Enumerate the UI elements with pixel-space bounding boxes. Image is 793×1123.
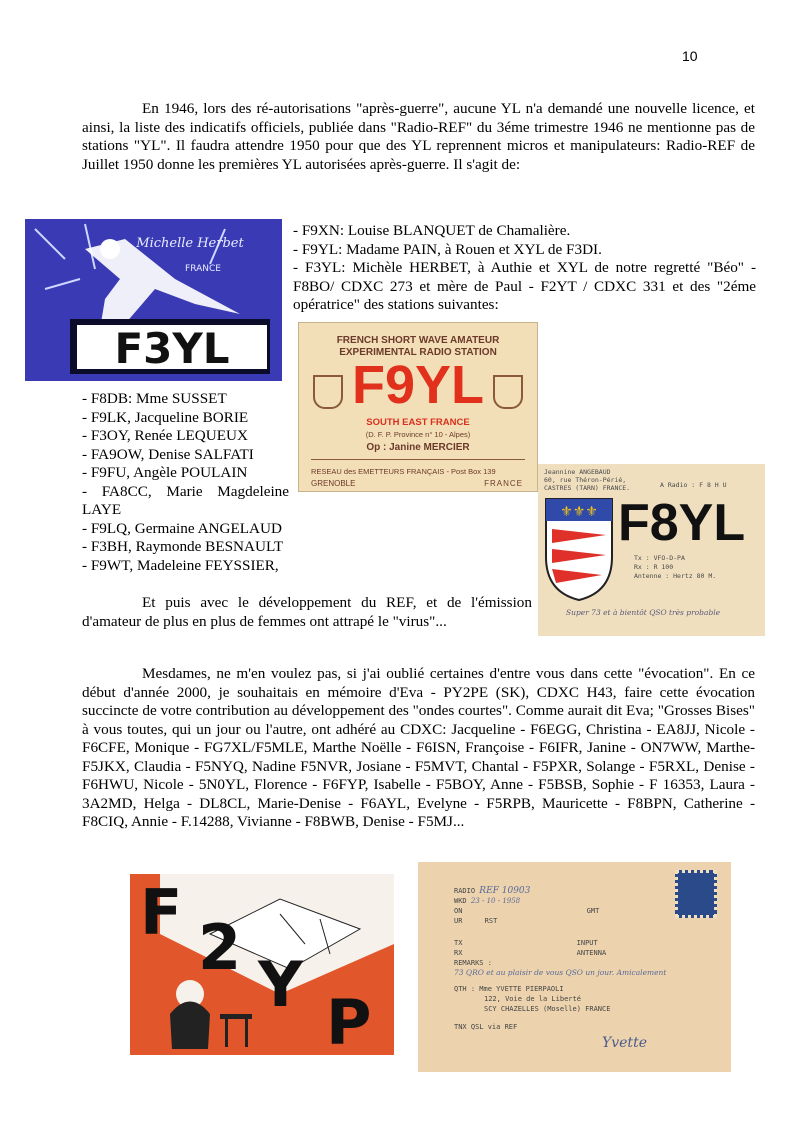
qsl-card-f9yl (298, 322, 538, 492)
f8yl-address2: CASTRES (TARN) FRANCE. (544, 484, 631, 492)
operator-item: - F9WT, Madeleine FEYSSIER, (82, 556, 279, 574)
qsl-rx-label: RX (454, 949, 463, 957)
f8yl-owner: Jeannine ANGEBAUD (544, 468, 611, 476)
f9yl-header1: FRENCH SHORT WAVE AMATEUR (336, 335, 500, 346)
qsl-addr2: SCY CHAZELLES (Moselle) FRANCE (484, 1005, 611, 1013)
qsl-card-f2yp (130, 874, 394, 1055)
operators-list (82, 390, 289, 575)
f8yl-tx: Tx : VFO-D-PA (634, 554, 685, 562)
f3yl-script: Michelle Herbet (136, 236, 244, 251)
f2yp-letter: P (326, 986, 372, 1055)
f9yl-callsign: F9YL (351, 355, 485, 415)
qsl-input-label: INPUT (576, 939, 598, 947)
operator-item: - F3BH, Raymonde BESNAULT (82, 538, 284, 555)
operator-item: - FA9OW, Denise SALFATI (82, 445, 254, 463)
operator-item: - F3OY, Renée LEQUEUX (82, 427, 248, 444)
virus-paragraph: Et puis avec le développement du REF, et de l'émission d'amateur de plus en plus de femmes ont attrapé le "virus"... (82, 594, 532, 630)
qsl-qth: QTH : Mme YVETTE PIERPAOLI (454, 985, 564, 993)
divider (311, 459, 525, 460)
f2yp-artwork (130, 874, 394, 1055)
first-yl-list (293, 222, 756, 315)
qsl-tnx: TNX QSL via REF (454, 1023, 518, 1031)
operator-item: - F8DB: Mme SUSSET (82, 390, 227, 407)
operator-item: - F9FU, Angèle POULAIN (82, 464, 248, 481)
f8yl-radio: A Radio : F 8 H U (660, 481, 727, 489)
first-yl-item: - F3YL: Michèle HERBET, à Authie et XYL de notre regretté "Béo" - F8BO/ CDXC 273 et mère de Paul - F2YT / CDXC 331 et des "2éme opératrice" des stations suivantes: (293, 259, 756, 313)
f2yp-letter: 2 (198, 911, 242, 984)
qsl-radio-label: RADIO (454, 887, 476, 895)
first-yl-item: - F9XN: Louise BLANQUET de Chamalière. (293, 222, 571, 239)
intro-paragraph: En 1946, lors des ré-autorisations "après-guerre", aucune YL n'a demandé une nouvelle licence, et ainsi, la liste des indicatifs officiels, publiée dans "Radio-REF" du 3éme trimestre 1946 ne mentionne pas de stations "YL". Il faudra attendre 1950 pour que des YL reprennent micros et manipulateurs: Radio-REF de Juillet 1950 donne les premières YL autorisées après-guerre. Il s'agit de: (82, 100, 755, 173)
first-yl-item: - F9YL: Madame PAIN, à Rouen et XYL de F3DI. (293, 240, 602, 258)
qsl-card-back (418, 862, 731, 1072)
operator-item: - F9LK, Jacqueline BORIE (82, 408, 249, 426)
coat-of-arms-icon (544, 497, 614, 602)
qsl-antenna-label: ANTENNA (576, 949, 607, 957)
f2yp-letter: Y (258, 948, 303, 1021)
f9yl-country: FRANCE (484, 479, 523, 488)
qsl-tx-label: TX (454, 939, 463, 947)
page-number: 10 (682, 48, 698, 64)
f9yl-region: SOUTH EAST FRANCE (366, 417, 470, 428)
f2yp-letter: F (140, 876, 183, 949)
qsl-signature: Yvette (602, 1035, 647, 1051)
f8yl-note: Super 73 et à bientôt QSO très probable (566, 608, 721, 617)
f9yl-footer: RESEAU des EMETTEURS FRANÇAIS - Post Box 139 (311, 467, 496, 476)
qsl-radio-value: REF 10903 (479, 886, 531, 896)
qsl-rst-label: RST (484, 917, 498, 925)
operator-item: - F9LQ, Germaine ANGELAUD (82, 519, 282, 537)
f9yl-province: (D. F. P. Province n° 10 - Alpes) (365, 430, 471, 439)
qsl-gmt-label: GMT (586, 907, 600, 915)
qsl-wkd-label: WKD (454, 897, 467, 905)
f3yl-artwork (25, 219, 282, 381)
qsl-card-f3yl (25, 219, 282, 381)
f9yl-city: GRENOBLE (311, 479, 356, 488)
qsl-on-label: ON (454, 907, 463, 915)
qsl-ur-label: UR (454, 917, 463, 925)
qsl-card-f8yl (538, 464, 765, 636)
operator-item: - FA8CC, Marie Magdeleine LAYE (82, 482, 289, 518)
closing-paragraph: Mesdames, ne m'en voulez pas, si j'ai oublié certaines d'entre vous dans cette "évocation". En ce début d'année 2000, je souhaitais en mémoire d'Eva - PY2PE (SK), CDXC H43, faire cette évocation succincte de votre contribution au développement des "ondes courtes". Comme aurait dit Eva; "Grosses Bises" à vous toutes, qui un jour ou l'autre, ont adhéré au CDXC: Jacqueline - F6EGG, Christina - EA8JJ, Nicole - F6CFE, Monique - FG7XL/F5MLE, Marthe Noëlle - F6ISN, Françoise - F6IFR, Janine - ON7WW, Marthe- F5JKX, Claudia - F5NYQ, Nadine F5NVR, Josiane - F5MVT, Chantal - F5PXR, Solange - F5RXL, Denise - F6HWU, Nicole - 5N0YL, Florence - F6FYP, Isabelle - F5BOY, Anne - F5BSB, Sophie - F 16353, Laura - 3A2MD, Helga - DL8CL, Marie-Denise - F6AYL, Evelyne - F5RPB, Mauricette - F8BPN, Catherine - F8CIQ, Annie - F.14288, Vivianne - F8BWB, Denise - F5MJ... (82, 665, 755, 830)
f3yl-callsign: F3YL (114, 324, 230, 373)
f8yl-rx: Rx : R 100 (634, 563, 674, 571)
qsl-remarks-label: REMARKS : (454, 959, 492, 967)
f8yl-callsign: F8YL (618, 494, 746, 552)
f8yl-antenna: Antenne : Hertz 80 M. (634, 572, 717, 580)
f9yl-header2: EXPERIMENTAL RADIO STATION (339, 347, 497, 358)
qsl-remarks-value: 73 QRO et au plaisir de vous QSO un jour. Amicalement (454, 968, 667, 977)
f8yl-address1: 60, rue Théron-Périé, (544, 476, 627, 484)
qsl-wkd-value: 23 - 10 - 1958 (470, 897, 521, 905)
f3yl-place: FRANCE (185, 264, 221, 274)
svg-text:⚜⚜⚜: ⚜⚜⚜ (560, 504, 598, 520)
f9yl-operator: Op : Janine MERCIER (366, 442, 470, 453)
qsl-addr1: 122, Voie de la Liberté (484, 995, 581, 1003)
